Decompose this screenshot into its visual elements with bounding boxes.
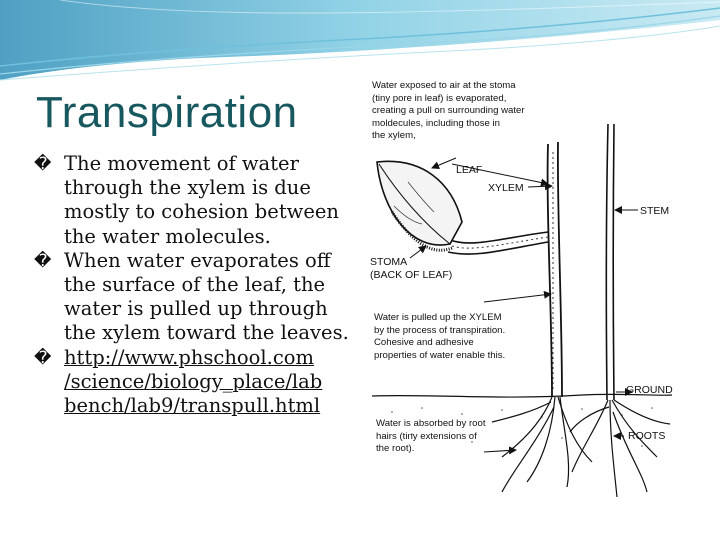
stoma-label: STOMA (BACK OF LEAF) [370, 256, 453, 281]
xylem-label: XYLEM [488, 182, 524, 194]
bullet-marker: � [34, 250, 52, 271]
leaf-label: LEAF [456, 164, 483, 176]
bullet-item [34, 152, 354, 249]
bullet-item [34, 346, 354, 419]
roots-label: ROOTS [628, 430, 666, 442]
bullet-text: The movement of water through the xylem is due mostly to cohesion between the water molecules. [64, 152, 339, 248]
root-absorption-note: Water is absorbed by root hairs (tiny extensions of the root). [376, 418, 486, 455]
ground-label: GROUND [626, 384, 673, 396]
slide-title: Transpiration [36, 88, 298, 137]
reference-link[interactable] [64, 346, 322, 417]
link-line-1: http://www.phschool.com [64, 345, 314, 369]
bullet-marker: � [34, 154, 52, 174]
xylem-pull-note: Water is pulled up the XYLEM by the process of transpiration. Cohesive and adhesive properties of water enable this. [374, 312, 506, 361]
transpiration-diagram [352, 62, 688, 503]
evaporation-note: Water exposed to air at the stoma (tiny pore in leaf) is evaporated, creating a pull on surrounding water moldecules, including those in the xylem, [372, 80, 525, 142]
bullet-marker: � [34, 347, 52, 368]
bullet-list [34, 152, 354, 418]
link-line-3: bench/lab9/transpull.html [64, 394, 321, 418]
bullet-item [34, 249, 354, 346]
stem-label: STEM [640, 205, 670, 217]
link-line-2: /science/biology_place/lab [64, 369, 323, 393]
bullet-text: When water evaporates off the surface of the leaf, the water is pulled up through the xylem toward the leaves. [64, 248, 349, 345]
